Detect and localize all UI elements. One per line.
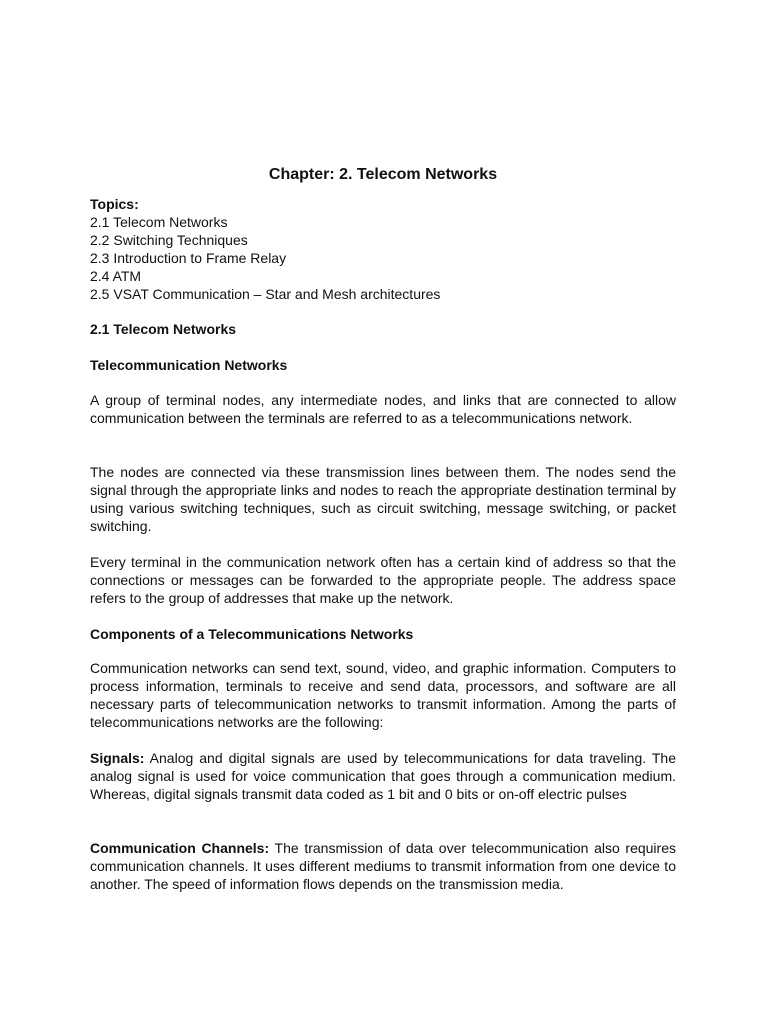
section-heading: 2.1 Telecom Networks	[90, 321, 237, 337]
paragraph-signals	[90, 749, 676, 803]
subsection-heading: Telecommunication Networks	[90, 357, 288, 373]
topics-heading: Topics:	[90, 196, 139, 212]
topic-item: 2.4 ATM	[90, 268, 142, 284]
topic-item: 2.1 Telecom Networks	[90, 214, 228, 230]
paragraph-addressing: Every terminal in the communication network often has a certain kind of address so that the connections or messages can be forwarded to the appropriate people. The address space refers to the group of addresses that make up the network.	[90, 554, 676, 606]
paragraph-channels	[90, 839, 676, 893]
topics-block	[90, 195, 676, 303]
paragraph-components-intro: Communication networks can send text, sound, video, and graphic information. Computers to process information, terminals to receive and send data, processors, and software are all necessary parts of telecommunication networks to transmit information. Among the parts of telecommunications networks are the following:	[90, 660, 676, 730]
signals-label: Signals:	[90, 750, 145, 766]
chapter-title: Chapter: 2. Telecom Networks	[268, 166, 498, 183]
topic-item: 2.2 Switching Techniques	[90, 232, 248, 248]
topics-list	[90, 213, 676, 303]
channels-text: The transmission of data over telecommunication also requires communication channels. It uses different mediums to transmit information from one device to another. The speed of information flows depends on the transmission media.	[90, 840, 676, 892]
paragraph-nodes: The nodes are connected via these transmission lines between them. The nodes send the signal through the appropriate links and nodes to reach the appropriate destination terminal by using various switching techniques, such as circuit switching, message switching, or packet switching.	[90, 464, 676, 534]
topic-item: 2.5 VSAT Communication – Star and Mesh architectures	[90, 286, 441, 302]
components-heading: Components of a Telecommunications Networks	[90, 626, 414, 642]
document-page	[90, 0, 676, 1024]
channels-label: Communication Channels:	[90, 840, 270, 856]
signals-text: Analog and digital signals are used by telecommunications for data traveling. The analog signal is used for voice communication that goes through a communication medium. Whereas, digital signals transmit data coded as 1 bit and 0 bits or on-off electric pulses	[90, 750, 676, 802]
paragraph-definition: A group of terminal nodes, any intermediate nodes, and links that are connected to allow communication between the terminals are referred to as a telecommunications network.	[90, 392, 676, 426]
topic-item: 2.3 Introduction to Frame Relay	[90, 250, 287, 266]
